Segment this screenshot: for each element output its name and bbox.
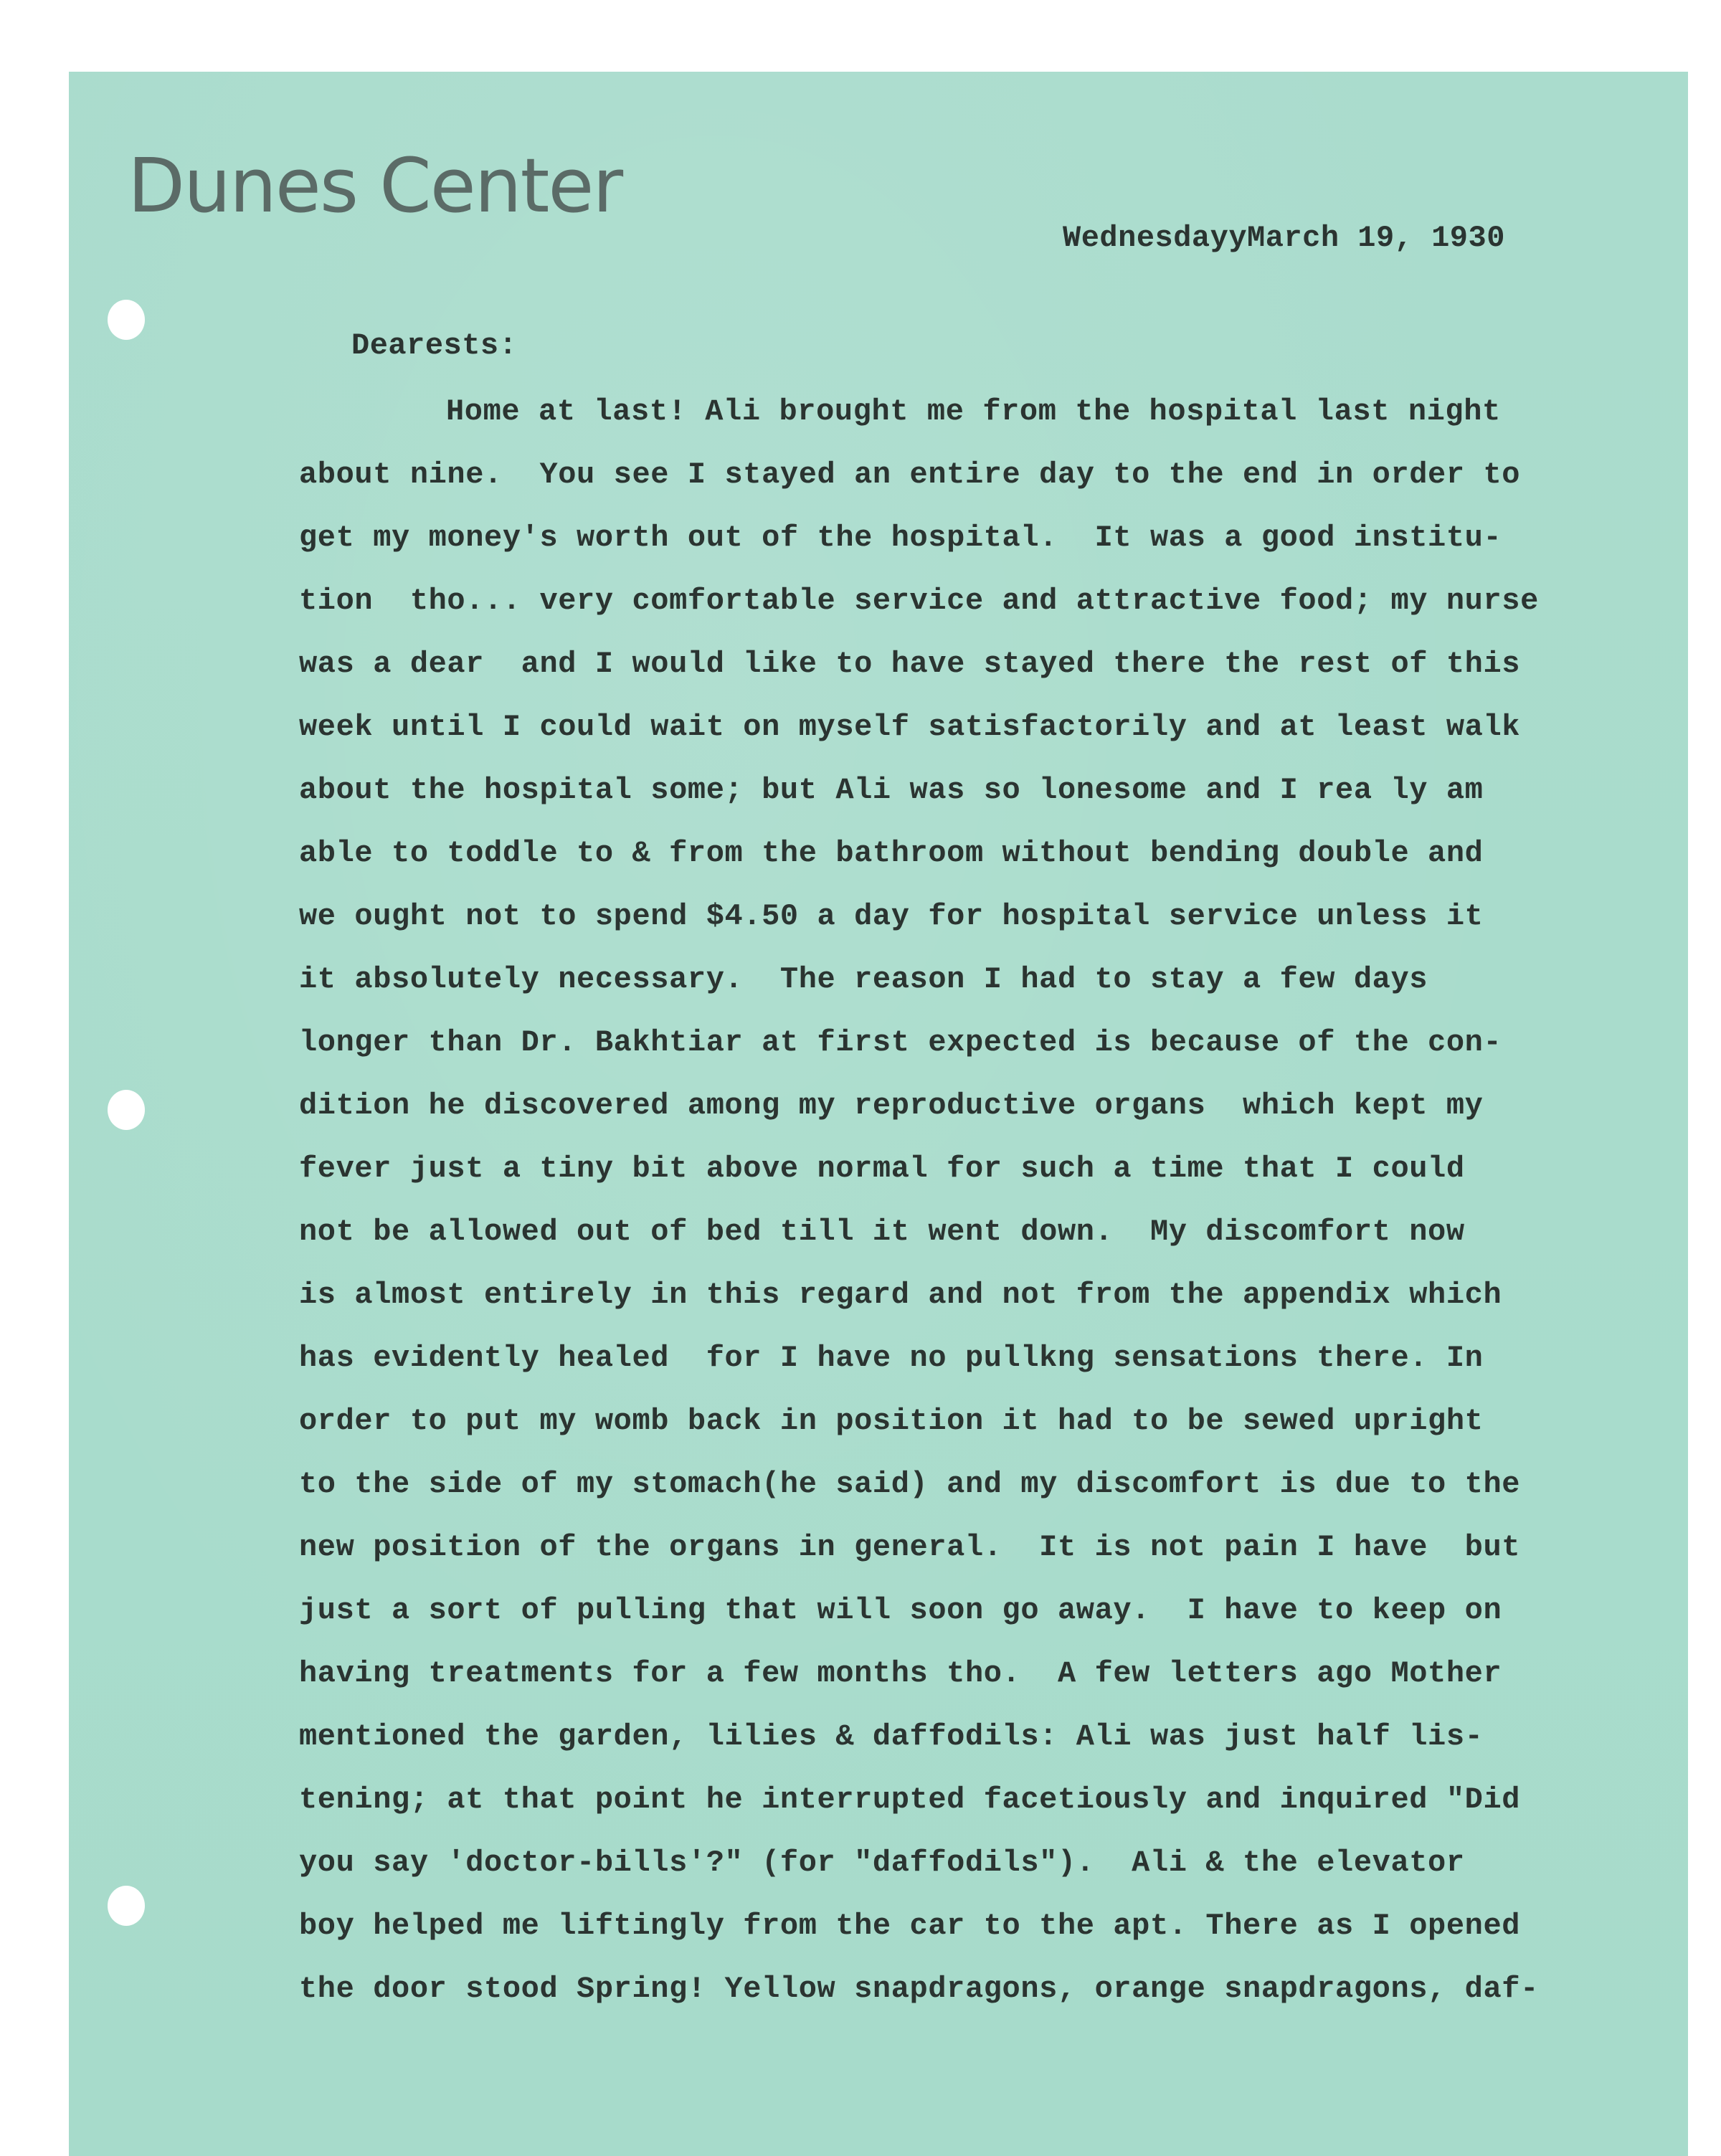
letter-line: it absolutely necessary. The reason I had to stay a few days	[299, 962, 1428, 997]
letter-line: you say 'doctor-bills'?" (for "daffodils"). Ali & the elevator	[299, 1846, 1465, 1880]
letter-line: about the hospital some; but Ali was so lonesome and I rea ly am	[299, 773, 1484, 807]
punch-hole	[108, 1886, 145, 1926]
letter-line: longer than Dr. Bakhtiar at first expected is because of the con-	[299, 1025, 1502, 1060]
letter-line: to the side of my stomach(he said) and my discomfort is due to the	[299, 1467, 1521, 1501]
letter-body	[299, 380, 1539, 2020]
letter-line: the door stood Spring! Yellow snapdragons, orange snapdragons, daf-	[299, 1972, 1539, 2006]
punch-hole	[108, 1090, 145, 1130]
letter-line: fever just a tiny bit above normal for such a time that I could	[299, 1151, 1465, 1186]
letter-line: tion tho... very comfortable service and attractive food; my nurse	[299, 584, 1539, 618]
letter-line: tening; at that point he interrupted facetiously and inquired "Did	[299, 1782, 1521, 1817]
letter-line: having treatments for a few months tho. A few letters ago Mother	[299, 1656, 1502, 1691]
letter-line: able to toddle to & from the bathroom without bending double and	[299, 836, 1484, 870]
watermark-logo: Dunes Center	[128, 142, 622, 229]
punch-hole	[108, 300, 145, 340]
letter-line: is almost entirely in this regard and not from the appendix which	[299, 1278, 1502, 1312]
letter-date: WednesdayyMarch 19, 1930	[1063, 221, 1505, 255]
letter-line: has evidently healed for I have no pullkng sensations there. In	[299, 1341, 1484, 1375]
letter-line: Home at last! Ali brought me from the hospital last night	[446, 394, 1501, 429]
letter-line: was a dear and I would like to have stayed there the rest of this	[299, 647, 1521, 681]
letter-line: we ought not to spend $4.50 a day for hospital service unless it	[299, 899, 1484, 934]
letter-salutation: Dearests:	[351, 328, 518, 363]
letter-line: get my money's worth out of the hospital. It was a good institu-	[299, 521, 1502, 555]
letter-line: boy helped me liftingly from the car to the apt. There as I opened	[299, 1909, 1521, 1943]
letter-line: order to put my womb back in position it had to be sewed upright	[299, 1404, 1484, 1438]
letter-line: just a sort of pulling that will soon go away. I have to keep on	[299, 1593, 1502, 1628]
letter-line: dition he discovered among my reproductive organs which kept my	[299, 1088, 1484, 1123]
letter-line: week until I could wait on myself satisfactorily and at least walk	[299, 710, 1521, 744]
letter-line: mentioned the garden, lilies & daffodils: Ali was just half lis-	[299, 1719, 1484, 1754]
letter-line: about nine. You see I stayed an entire day to the end in order to	[299, 457, 1521, 492]
letter-line: not be allowed out of bed till it went down. My discomfort now	[299, 1215, 1465, 1249]
letter-line: new position of the organs in general. It is not pain I have but	[299, 1530, 1521, 1564]
